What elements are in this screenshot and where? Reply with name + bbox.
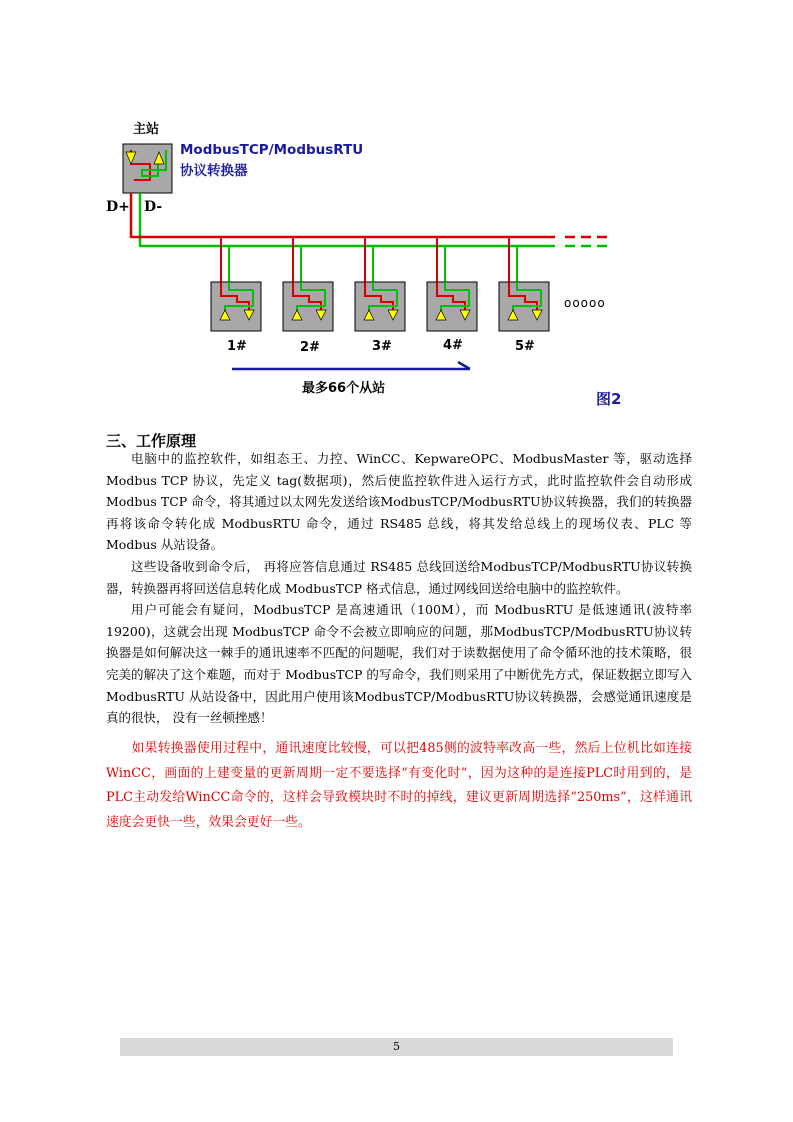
master-label: 主站 bbox=[133, 122, 160, 137]
slave-device-icon bbox=[499, 237, 549, 331]
d-plus-label: D+ bbox=[106, 199, 130, 215]
slave-device-icon bbox=[355, 237, 405, 331]
slave-label: 1# bbox=[227, 339, 247, 354]
red-note bbox=[106, 737, 692, 835]
body-text bbox=[106, 448, 692, 729]
paragraph: 电脑中的监控软件，如组态王、力控、WinCC、KepwareOPC、ModbusMaster 等，驱动选择 Modbus TCP 协议，先定义 tag(数据项)，然后使监控软件进入运行方式，此时监控软件会自动形成Modbus TCP 命令，将其通过以太网先发送给该ModbusTCP/ModbusRTU协议转换器，我们的转换器再将该命令转化成 ModbusRTU 命令，通过 RS485 总线，将其发给总线上的现场仪表、PLC 等 Modbus 从站设备。 bbox=[106, 451, 692, 553]
more-slaves-dots: ooooo bbox=[564, 296, 606, 310]
paragraph: 用户可能会有疑问，ModbusTCP 是高速通讯（100M），而 ModbusRTU 是低速通讯(波特率 19200)，这就会出现 ModbusTCP 命令不会被立即响应的问题，那ModbusTCP/ModbusRTU协议转换器是如何解决这一棘手的通讯速率不匹配的问题呢，我们对于读数据使用了命令循环池的技术策略，很完美的解决了这个难题，而对于 ModbusTCP 的写命令，我们则采用了中断优先方式，保证数据立即写入 ModbusRTU 从站设备中，因此用户使用该ModbusTCP/ModbusRTU协议转换器，会感觉通讯速度是真的很快， 没有一丝顿挫感！ bbox=[106, 602, 692, 726]
slave-devices bbox=[211, 237, 549, 331]
max-slaves-label: 最多66个从站 bbox=[302, 381, 386, 396]
note-paragraph: 如果转换器使用过程中，通讯速度比较慢，可以把485侧的波特率改高一些，然后上位机比如连接WinCC，画面的上建变量的更新周期一定不要选择“有变化时”，因为这种的是连接PLC时用到的，是PLC主动发给WinCC命令的，这样会导致模块时不时的掉线，建议更新周期选择“250ms”，这样通讯速度会更快一些，效果会更好一些。 bbox=[106, 741, 692, 830]
figure-label: 图2 bbox=[596, 390, 622, 408]
section-title: 三、工作原理 bbox=[106, 432, 197, 450]
d-minus-label: D- bbox=[144, 199, 163, 215]
converter-subtitle: 协议转换器 bbox=[180, 163, 248, 179]
page-number: 5 bbox=[393, 1040, 400, 1053]
slave-device-icon bbox=[211, 237, 261, 331]
slave-label: 2# bbox=[300, 340, 320, 355]
network-diagram bbox=[0, 0, 793, 420]
footer-bar bbox=[120, 1038, 673, 1056]
slave-device-icon bbox=[283, 237, 333, 331]
slave-label: 5# bbox=[515, 339, 535, 354]
paragraph: 这些设备收到命令后， 再将应答信息通过 RS485 总线回送给ModbusTCP/ModbusRTU协议转换器，转换器再将回送信息转化成 ModbusTCP 格式信息，通过网线回送给电脑中的监控软件。 bbox=[106, 558, 692, 596]
converter-device-icon bbox=[123, 144, 172, 193]
slave-device-icon bbox=[427, 237, 477, 331]
slave-label: 3# bbox=[372, 339, 392, 354]
converter-title: ModbusTCP/ModbusRTU bbox=[180, 142, 364, 158]
slave-label: 4# bbox=[443, 338, 463, 353]
